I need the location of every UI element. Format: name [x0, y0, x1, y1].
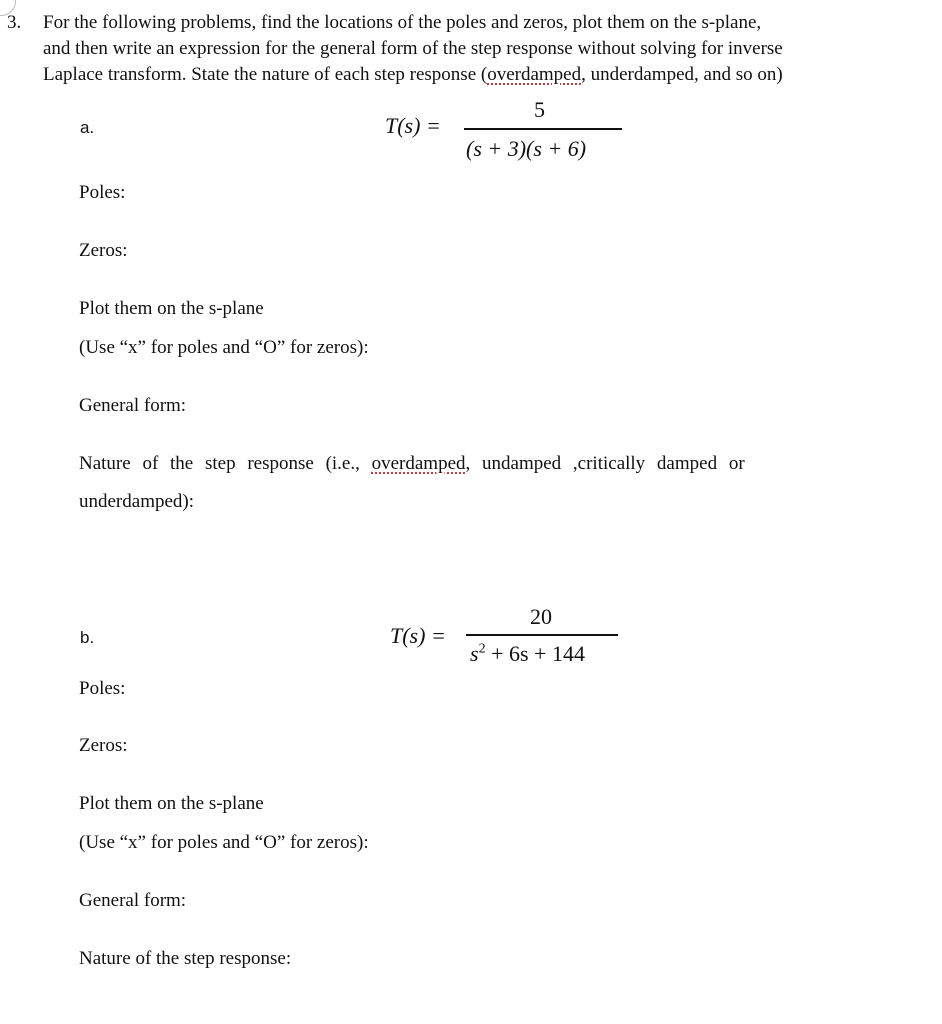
- part-a-nature-line-1: Nature of the step response (i.e., overdamped, undamped ,critically damped or: [79, 453, 745, 474]
- question-line-1: For the following problems, find the locations of the poles and zeros, plot them on the s-plane,: [43, 12, 762, 33]
- part-b-plot-line-1: Plot them on the s-plane: [79, 793, 264, 814]
- part-a-plot-line-2: (Use “x” for poles and “O” for zeros):: [79, 337, 369, 358]
- part-a-plot-line-1: Plot them on the s-plane: [79, 298, 264, 319]
- part-a-poles-label: Poles:: [79, 182, 126, 203]
- question-line-3: Laplace transform. State the nature of each step response (overdamped, underdamped, and so on): [43, 64, 783, 85]
- question-number: 3.: [7, 12, 22, 33]
- part-b-poles-label: Poles:: [79, 678, 126, 699]
- part-b-nature-label: Nature of the step response:: [79, 948, 292, 969]
- part-a-fraction-bar: [464, 128, 622, 130]
- part-a-numerator: 5: [534, 97, 545, 122]
- part-a-lhs: T(s) =: [385, 113, 441, 138]
- part-a-general-label: General form:: [79, 395, 187, 416]
- question-line-2: and then write an expression for the general form of the step response without solving for inverse: [43, 38, 783, 59]
- part-a-nature-line-2: underdamped):: [79, 491, 195, 512]
- part-b-lhs: T(s) =: [390, 623, 446, 648]
- part-b-general-label: General form:: [79, 890, 187, 911]
- part-b-plot-line-2: (Use “x” for poles and “O” for zeros):: [79, 832, 369, 853]
- spellcheck-word: overdamped: [371, 453, 466, 474]
- part-a-label: a.: [80, 118, 95, 137]
- part-b-zeros-label: Zeros:: [79, 735, 128, 756]
- part-a-denominator: (s + 3)(s + 6): [466, 136, 587, 161]
- part-a-zeros-label: Zeros:: [79, 240, 128, 261]
- part-b-numerator: 20: [530, 604, 552, 629]
- part-b-fraction-bar: [466, 634, 618, 636]
- spellcheck-word: overdamped: [487, 64, 582, 85]
- part-b-denominator: $s^2 + 6s + 144$: [470, 641, 585, 666]
- part-b-label: b.: [80, 628, 95, 647]
